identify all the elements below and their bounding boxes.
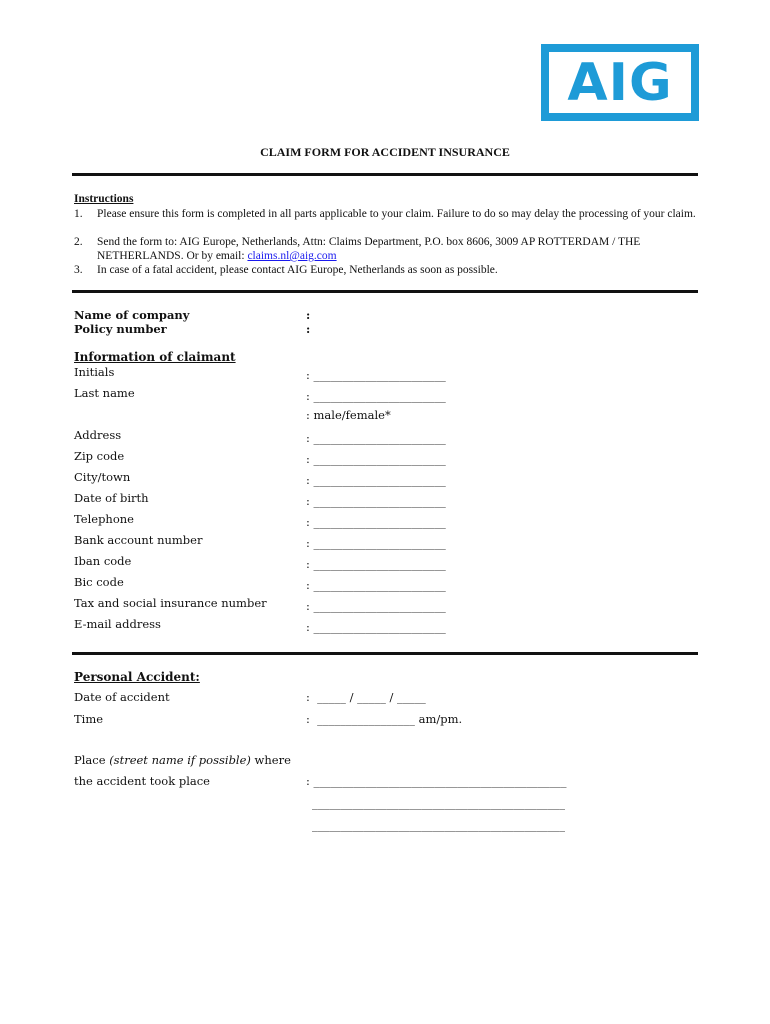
form-title: CLAIM FORM FOR ACCIDENT INSURANCE <box>260 145 510 159</box>
bic-field[interactable]: : _______________________ <box>306 578 446 592</box>
aig-logo-text: AIG <box>567 52 673 113</box>
accident-heading: Personal Accident: <box>74 670 200 684</box>
date-of-accident-field[interactable]: : _____ / _____ / _____ <box>306 690 426 704</box>
tax-number-label: Tax and social insurance number <box>74 596 267 610</box>
instruction-item <box>74 235 700 263</box>
iban-field[interactable]: : _______________________ <box>306 557 446 571</box>
date-of-birth-label: Date of birth <box>74 491 149 505</box>
zip-code-field[interactable]: : _______________________ <box>306 452 446 466</box>
instruction-text: In case of a fatal accident, please contact AIG Europe, Netherlands as soon as possible. <box>97 264 498 276</box>
divider <box>72 290 698 293</box>
claimant-heading: Information of claimant <box>74 350 236 364</box>
telephone-label: Telephone <box>74 512 134 526</box>
place-label-line-2: the accident took place <box>74 774 210 788</box>
divider <box>72 652 698 655</box>
instruction-number: 1. <box>74 208 83 220</box>
bank-account-field[interactable]: : _______________________ <box>306 536 446 550</box>
place-label-hint: (street name if possible) <box>109 753 251 767</box>
place-label-tail: where <box>250 753 291 767</box>
address-label: Address <box>74 428 122 442</box>
instruction-text: Please ensure this form is completed in all parts applicable to your claim. Failure to do so may delay the processing of your claim. <box>97 208 696 220</box>
aig-logo <box>541 44 699 121</box>
place-label-text: Place <box>74 753 110 767</box>
last-name-field[interactable]: : _______________________ <box>306 389 446 403</box>
address-field[interactable]: : _______________________ <box>306 431 446 445</box>
initials-label: Initials <box>74 365 115 379</box>
zip-code-label: Zip code <box>74 449 125 463</box>
instruction-number: 2. <box>74 236 83 248</box>
instruction-text-part: Send the form to: AIG Europe, Netherlands, Attn: Claims Department, P.O. box 8606, 3009 AP ROTTERDAM / THE NETHERLANDS. Or by email: <box>97 236 641 262</box>
instruction-item <box>74 263 700 277</box>
bank-account-label: Bank account number <box>74 533 203 547</box>
city-field[interactable]: : _______________________ <box>306 473 446 487</box>
time-label: Time <box>74 712 104 726</box>
date-of-birth-field[interactable]: : _______________________ <box>306 494 446 508</box>
initials-field[interactable]: : _______________________ <box>306 368 446 382</box>
last-name-label: Last name <box>74 386 135 400</box>
instruction-number: 3. <box>74 264 83 276</box>
place-field-line-3[interactable]: ____________________________________________ <box>312 818 565 832</box>
city-label: City/town <box>74 470 131 484</box>
bic-label: Bic code <box>74 575 124 589</box>
email-field[interactable]: : _______________________ <box>306 620 446 634</box>
company-name-field[interactable]: : <box>306 308 311 322</box>
tax-number-field[interactable]: : _______________________ <box>306 599 446 613</box>
policy-number-field[interactable]: : <box>306 322 311 336</box>
email-link[interactable]: claims.nl@aig.com <box>247 250 337 262</box>
telephone-field[interactable]: : _______________________ <box>306 515 446 529</box>
place-field-line-2[interactable]: ____________________________________________ <box>312 796 565 810</box>
instructions-heading: Instructions <box>74 193 134 205</box>
place-field-line-1[interactable]: : ____________________________________________ <box>306 774 567 788</box>
instruction-item <box>74 207 700 221</box>
time-field[interactable]: : _________________ am/pm. <box>306 712 463 726</box>
date-of-accident-label: Date of accident <box>74 690 170 704</box>
iban-label: Iban code <box>74 554 132 568</box>
gender-field[interactable]: : male/female* <box>306 408 391 422</box>
company-name-label: Name of company <box>74 308 190 322</box>
email-label: E-mail address <box>74 617 161 631</box>
policy-number-label: Policy number <box>74 322 167 336</box>
divider <box>72 173 698 176</box>
instruction-text <box>97 235 700 263</box>
place-label <box>74 753 291 767</box>
